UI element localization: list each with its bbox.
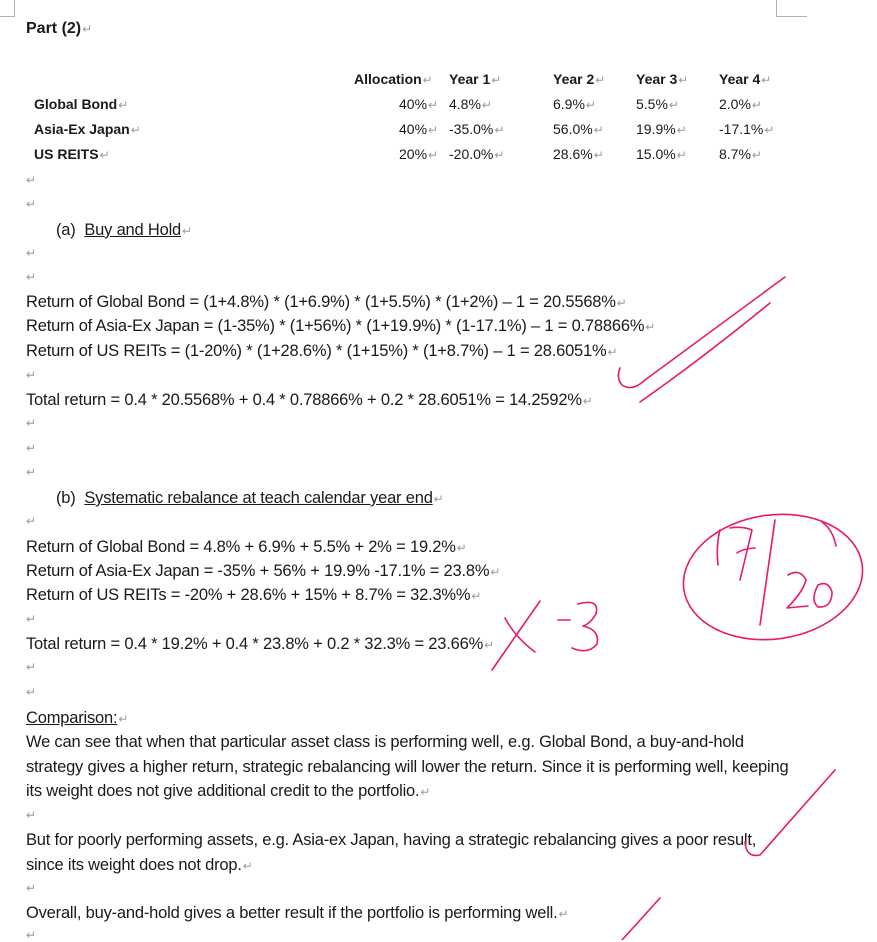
table-cell: 6.9%↵	[553, 96, 596, 112]
table-cell-allocation: 40%↵	[399, 96, 439, 112]
cross-mark-icon	[492, 601, 540, 670]
empty-paragraph-mark: ↵	[26, 881, 37, 895]
table-header-allocation: Allocation↵	[354, 71, 433, 87]
empty-paragraph-mark: ↵	[26, 808, 37, 822]
section-a-heading: (a) Buy and Hold↵	[56, 221, 192, 239]
cross-mark-icon	[505, 618, 535, 652]
table-row-label: US REITS↵	[34, 146, 110, 162]
table-header-year2: Year 2↵	[553, 71, 606, 87]
section-b-line: Return of Asia-Ex Japan = -35% + 56% + 19.9% -17.1% = 23.8%↵	[26, 562, 501, 580]
empty-paragraph-mark: ↵	[26, 928, 37, 942]
empty-paragraph-mark: ↵	[26, 173, 37, 187]
paragraph-mark: ↵	[82, 22, 93, 36]
table-cell: -20.0%↵	[449, 146, 505, 162]
page-corner-mark-left	[0, 0, 15, 17]
table-cell: 19.9%↵	[636, 121, 687, 137]
score-digit-2	[787, 572, 808, 608]
checkmark-icon	[640, 303, 770, 402]
section-b-total: Total return = 0.4 * 19.2% + 0.4 * 23.8% + 0.2 * 32.3% = 23.66%↵	[26, 635, 494, 653]
score-slash	[760, 520, 775, 625]
section-a-line: Return of Global Bond = (1+4.8%) * (1+6.9%) * (1+5.5%) * (1+2%) – 1 = 20.5568%↵	[26, 293, 627, 311]
title-text: Part (2)	[26, 20, 82, 37]
table-cell-allocation: 20%↵	[399, 146, 439, 162]
table-cell: 5.5%↵	[636, 96, 679, 112]
section-a-line: Return of Asia-Ex Japan = (1-35%) * (1+56%) * (1+19.9%) * (1-17.1%) – 1 = 0.78866%↵	[26, 317, 656, 335]
table-cell: 15.0%↵	[636, 146, 687, 162]
table-row-label: Global Bond↵	[34, 96, 129, 112]
page-corner-mark-right	[776, 0, 807, 17]
section-a-total: Total return = 0.4 * 20.5568% + 0.4 * 0.78866% + 0.2 * 28.6051% = 14.2592%↵	[26, 391, 593, 409]
table-cell: 4.8%↵	[449, 96, 492, 112]
score-circle	[675, 503, 871, 651]
section-b-line: Return of Global Bond = 4.8% + 6.9% + 5.5% + 2% = 19.2%↵	[26, 538, 467, 556]
section-a-line: Return of US REITs = (1-20%) * (1+28.6%) * (1+15%) * (1+8.7%) – 1 = 28.6051%↵	[26, 342, 618, 360]
empty-paragraph-mark: ↵	[26, 685, 37, 699]
comparison-paragraph: But for poorly performing assets, e.g. Asia-ex Japan, having a strategic rebalancing gives a poor result, since its weight does not drop.↵	[26, 831, 757, 874]
empty-paragraph-mark: ↵	[26, 441, 37, 455]
comparison-heading: Comparison:↵	[26, 709, 129, 727]
minus-three-mark	[558, 602, 597, 650]
table-header-year1: Year 1↵	[449, 71, 502, 87]
table-cell: 28.6%↵	[553, 146, 604, 162]
table-cell: 2.0%↵	[719, 96, 762, 112]
score-circle-tail	[822, 522, 836, 546]
score-digit-7	[730, 527, 755, 580]
table-cell: -17.1%↵	[719, 121, 775, 137]
empty-paragraph-mark: ↵	[26, 197, 37, 211]
empty-paragraph-mark: ↵	[26, 416, 37, 430]
empty-paragraph-mark: ↵	[26, 612, 37, 626]
empty-paragraph-mark: ↵	[26, 368, 37, 382]
empty-paragraph-mark: ↵	[26, 514, 37, 528]
comparison-paragraph: We can see that when that particular asset class is performing well, e.g. Global Bond, a buy-and-hold strategy gives a higher return, strategic rebalancing will lower the return. Since it is performing well, keeping its weight does not give additional credit to the portfolio.↵	[26, 733, 789, 800]
page-title	[26, 20, 92, 38]
empty-paragraph-mark: ↵	[26, 270, 37, 284]
table-header-year4: Year 4↵	[719, 71, 772, 87]
comparison-paragraph: Overall, buy-and-hold gives a better result if the portfolio is performing well.↵	[26, 904, 569, 922]
section-b-line: Return of US REITs = -20% + 28.6% + 15% + 8.7% = 32.3%%↵	[26, 586, 482, 604]
table-cell: 56.0%↵	[553, 121, 604, 137]
table-row-label: Asia-Ex Japan↵	[34, 121, 141, 137]
empty-paragraph-mark: ↵	[26, 465, 37, 479]
score-digit-1	[717, 530, 720, 565]
table-cell: 8.7%↵	[719, 146, 762, 162]
section-b-heading: (b) Systematic rebalance at teach calendar year end↵	[56, 489, 444, 507]
score-digit-0	[814, 584, 832, 608]
table-cell: -35.0%↵	[449, 121, 505, 137]
empty-paragraph-mark: ↵	[26, 246, 37, 260]
table-header-year3: Year 3↵	[636, 71, 689, 87]
table-cell-allocation: 40%↵	[399, 121, 439, 137]
empty-paragraph-mark: ↵	[26, 660, 37, 674]
